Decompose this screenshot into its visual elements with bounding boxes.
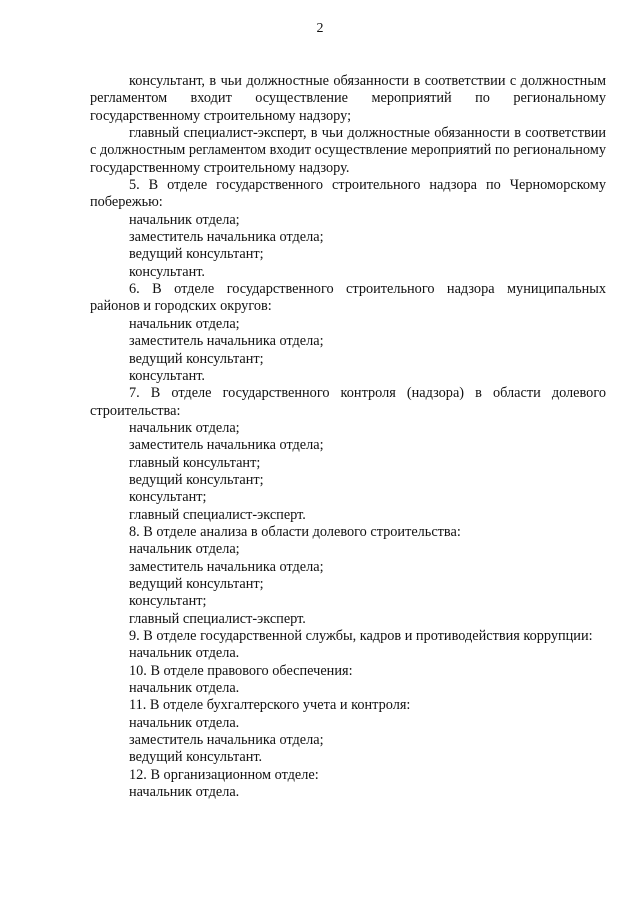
section-heading-9: 9. В отделе государственной службы, кадров и противодействия коррупции:: [129, 628, 593, 644]
list-item: консультант.: [129, 263, 205, 280]
list-item: консультант;: [129, 593, 207, 610]
list-item: главный специалист-эксперт.: [129, 610, 306, 627]
list-item: главный специалист-эксперт.: [129, 506, 306, 523]
list-item: начальник отдела;: [129, 541, 240, 558]
list-item: ведущий консультант;: [129, 575, 264, 592]
list-item: начальник отдела.: [129, 784, 240, 801]
list-item: заместитель начальника отдела;: [129, 732, 324, 749]
paragraph-chief-specialist-duties: главный специалист-эксперт, в чьи должностные обязанности в соответствии с должностным регламентом входит осуществление мероприятий по региональному государственному строительному надзору.: [90, 125, 606, 176]
list-item: ведущий консультант;: [129, 246, 264, 263]
section-heading-6: 6. В отделе государственного строительного надзора муниципальных районов и городских округов:: [90, 281, 606, 315]
section-heading-12: 12. В организационном отделе:: [129, 766, 319, 783]
section-heading-5: 5. В отделе государственного строительного надзора по Черноморскому побережью:: [90, 177, 606, 211]
paragraph-consultant-duties: консультант, в чьи должностные обязанности в соответствии с должностным регламентом входит осуществление мероприятий по региональному государственному строительному надзору;: [90, 73, 606, 124]
list-item: начальник отдела;: [129, 211, 240, 228]
list-item: ведущий консультант;: [129, 350, 264, 367]
list-item: ведущий консультант.: [129, 749, 263, 766]
section-heading-10: 10. В отделе правового обеспечения:: [129, 662, 353, 679]
list-item: ведущий консультант;: [129, 471, 264, 488]
list-item: заместитель начальника отдела;: [129, 229, 324, 246]
section-heading-8: 8. В отделе анализа в области долевого строительства:: [129, 523, 461, 540]
list-item: начальник отдела.: [129, 680, 240, 697]
section-heading-7: 7. В отделе государственного контроля (надзора) в области долевого строительства:: [90, 385, 606, 419]
list-item: начальник отдела.: [129, 645, 240, 662]
list-item: начальник отдела;: [129, 419, 240, 436]
list-item: начальник отдела;: [129, 315, 240, 332]
list-item: главный консультант;: [129, 454, 261, 471]
document-body: [90, 73, 606, 801]
section-heading-11: 11. В отделе бухгалтерского учета и контроля:: [129, 697, 411, 714]
list-item: заместитель начальника отдела;: [129, 333, 324, 350]
list-item: консультант;: [129, 489, 207, 506]
page-number: 2: [316, 21, 324, 36]
list-item: заместитель начальника отдела;: [129, 437, 324, 454]
list-item: заместитель начальника отдела;: [129, 558, 324, 575]
list-item: консультант.: [129, 367, 205, 384]
list-item: начальник отдела.: [129, 714, 240, 731]
